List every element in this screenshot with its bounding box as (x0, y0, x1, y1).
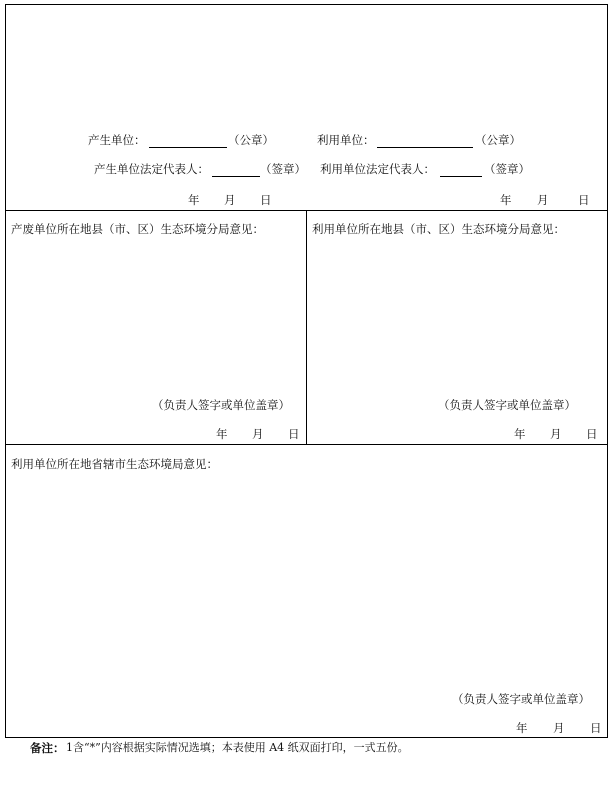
producer-blank[interactable] (149, 147, 227, 148)
right-month: 月 (550, 427, 562, 441)
user-rep-label: 利用单位法定代表人： (320, 162, 435, 176)
user-seal: （公章） (475, 133, 521, 147)
producer-rep-sign: （签章） (260, 162, 306, 176)
table-border-left (5, 4, 6, 738)
top-right-year: 年 (500, 193, 512, 207)
left-month: 月 (252, 427, 264, 441)
bottom-year: 年 (516, 721, 528, 735)
producer-seal: （公章） (228, 133, 274, 147)
bottom-month: 月 (553, 721, 565, 735)
left-day: 日 (288, 427, 300, 441)
producer-rep-label: 产生单位法定代表人： (94, 162, 209, 176)
user-label: 利用单位： (317, 133, 375, 147)
bottom-sign-note: （负责人签字或单位盖章） (452, 692, 590, 706)
note-label: 备注： (30, 741, 65, 755)
note-text: 1含“*”内容根据实际情况选填；本表使用 A4 纸双面打印，一式五份。 (66, 741, 409, 754)
top-right-month: 月 (537, 193, 549, 207)
top-left-month: 月 (224, 193, 236, 207)
user-blank[interactable] (377, 147, 473, 148)
table-border-right (607, 4, 608, 738)
user-rep-sign: （签章） (484, 162, 530, 176)
top-left-year: 年 (188, 193, 200, 207)
producer-label: 产生单位： (88, 133, 146, 147)
right-opinion-title: 利用单位所在地县（市、区）生态环境分局意见： (312, 222, 565, 236)
table-border-top (5, 4, 608, 5)
user-rep-blank[interactable] (440, 176, 482, 177)
table-border-bottom (5, 737, 608, 738)
top-right-day: 日 (578, 193, 590, 207)
bottom-day: 日 (590, 721, 602, 735)
left-year: 年 (216, 427, 228, 441)
table-column-divider (306, 210, 307, 444)
right-sign-note: （负责人签字或单位盖章） (438, 398, 576, 412)
left-opinion-title: 产废单位所在地县（市、区）生态环境分局意见： (11, 222, 264, 236)
producer-rep-blank[interactable] (212, 176, 260, 177)
bottom-opinion-title: 利用单位所在地省辖市生态环境局意见： (11, 457, 218, 471)
right-year: 年 (514, 427, 526, 441)
top-left-day: 日 (260, 193, 272, 207)
left-sign-note: （负责人签字或单位盖章） (152, 398, 290, 412)
table-row-divider-2 (5, 444, 608, 445)
right-day: 日 (586, 427, 598, 441)
